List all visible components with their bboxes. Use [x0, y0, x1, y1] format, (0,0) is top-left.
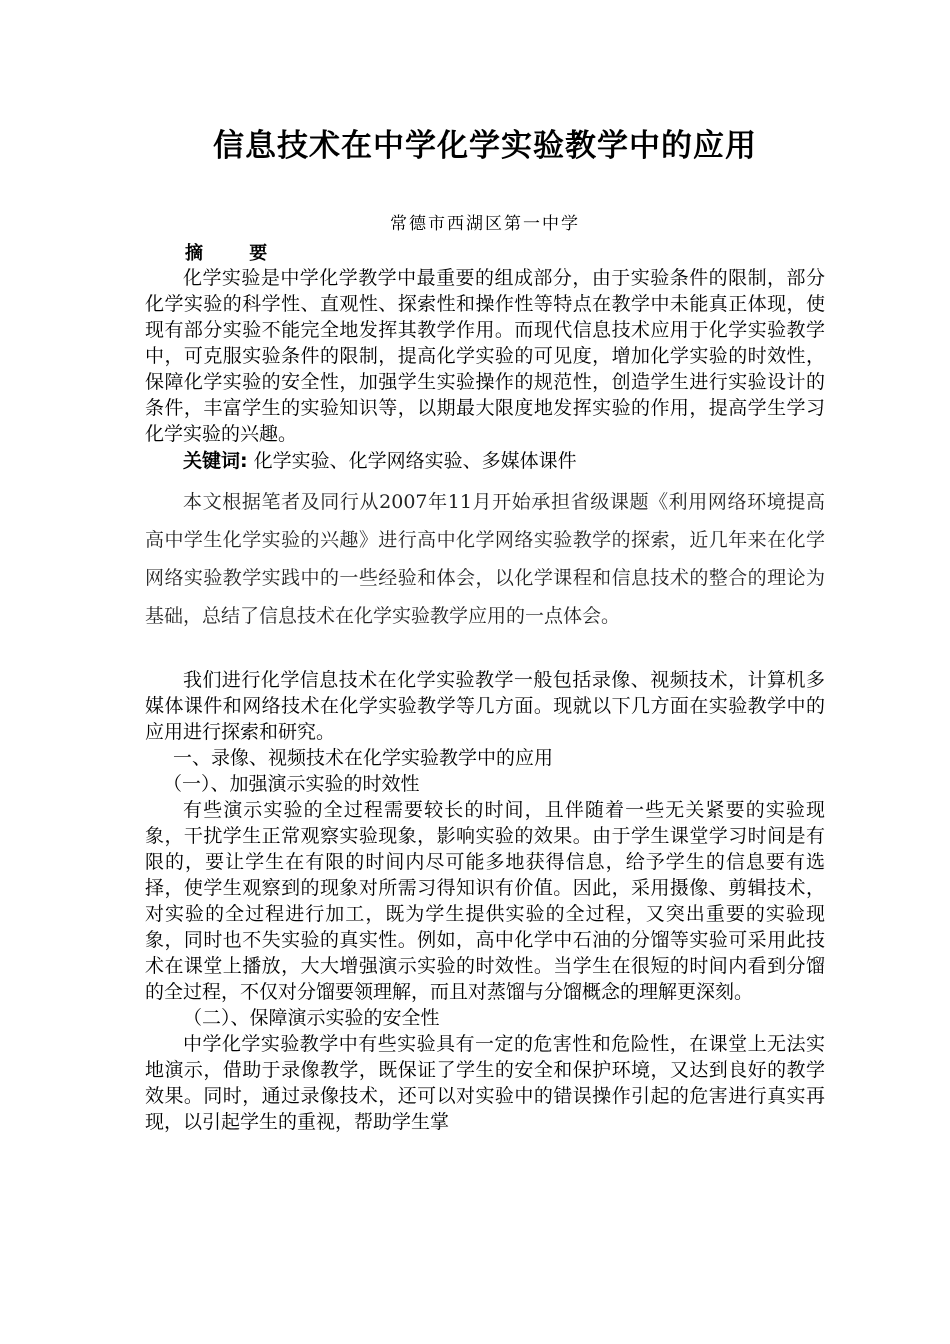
keywords-line	[145, 447, 825, 475]
keywords-label: 关键词:	[183, 449, 248, 472]
subsection-2-paragraph: 中学化学实验教学中有些实验具有一定的危害性和危险性，在课堂上无法实地演示，借助于录像教学，既保证了学生的安全和保护环境，又达到良好的教学效果。同时，通过录像技术，还可以对实验中的错误操作引起的危害进行真实再现，以引起学生的重视，帮助学生掌	[145, 1032, 825, 1133]
abstract-heading: 摘 要	[185, 243, 288, 265]
overview-paragraph: 我们进行化学信息技术在化学实验教学一般包括录像、视频技术，计算机多媒体课件和网络技术在化学实验教学等几方面。现就以下几方面在实验教学中的应用进行探索和研究。	[145, 668, 825, 743]
intro-paragraph: 本文根据笔者及同行从2007年11月开始承担省级课题《利用网络环境提高高中学生化学实验的兴趣》进行高中化学网络实验教学的探索，近几年来在化学网络实验教学实践中的一些经验和体会，以化学课程和信息技术的整合的理论为基础，总结了信息技术在化学实验教学应用的一点体会。	[145, 490, 825, 627]
subsection-2-heading: （二）、保障演示实验的安全性	[183, 1006, 440, 1029]
keywords-text: 化学实验、化学网络实验、多媒体课件	[253, 449, 577, 472]
subsection-1-paragraph: 有些演示实验的全过程需要较长的时间，且伴随着一些无关紧要的实验现象，干扰学生正常观察实验现象，影响实验的效果。由于学生课堂学习时间是有限的，要让学生在有限的时间内尽可能多地获得信息，给予学生的信息要有选择，使学生观察到的现象对所需习得知识有价值。因此，采用摄像、剪辑技术，对实验的全过程进行加工，既为学生提供实验的全过程，又突出重要的实验现象，同时也不失实验的真实性。例如，高中化学中石油的分馏等实验可采用此技术在课堂上播放，大大增强演示实验的时效性。当学生在很短的时间内看到分馏的全过程，不仅对分馏要领理解，而且对蒸馏与分馏概念的理解更深刻。	[145, 798, 825, 1003]
abstract-paragraph: 化学实验是中学化学教学中最重要的组成部分，由于实验条件的限制，部分化学实验的科学性、直观性、探索性和操作性等特点在教学中未能真正体现，使现有部分实验不能完全地发挥其教学作用。而现代信息技术应用于化学实验教学中，可克服实验条件的限制，提高化学实验的可见度，增加化学实验的时效性，保障化学实验的安全性，加强学生实验操作的规范性，创造学生进行实验设计的条件，丰富学生的实验知识等，以期最大限度地发挥实验的作用，提高学生学习化学实验的兴趣。	[145, 266, 825, 445]
subsection-1-heading: （一）、加强演示实验的时效性	[163, 772, 420, 795]
author-affiliation: 常德市西湖区第一中学	[390, 214, 580, 235]
document-title: 信息技术在中学化学实验教学中的应用	[213, 128, 757, 164]
document-content	[145, 128, 825, 1135]
section-1-heading: 一、录像、视频技术在化学实验教学中的应用	[173, 746, 554, 769]
